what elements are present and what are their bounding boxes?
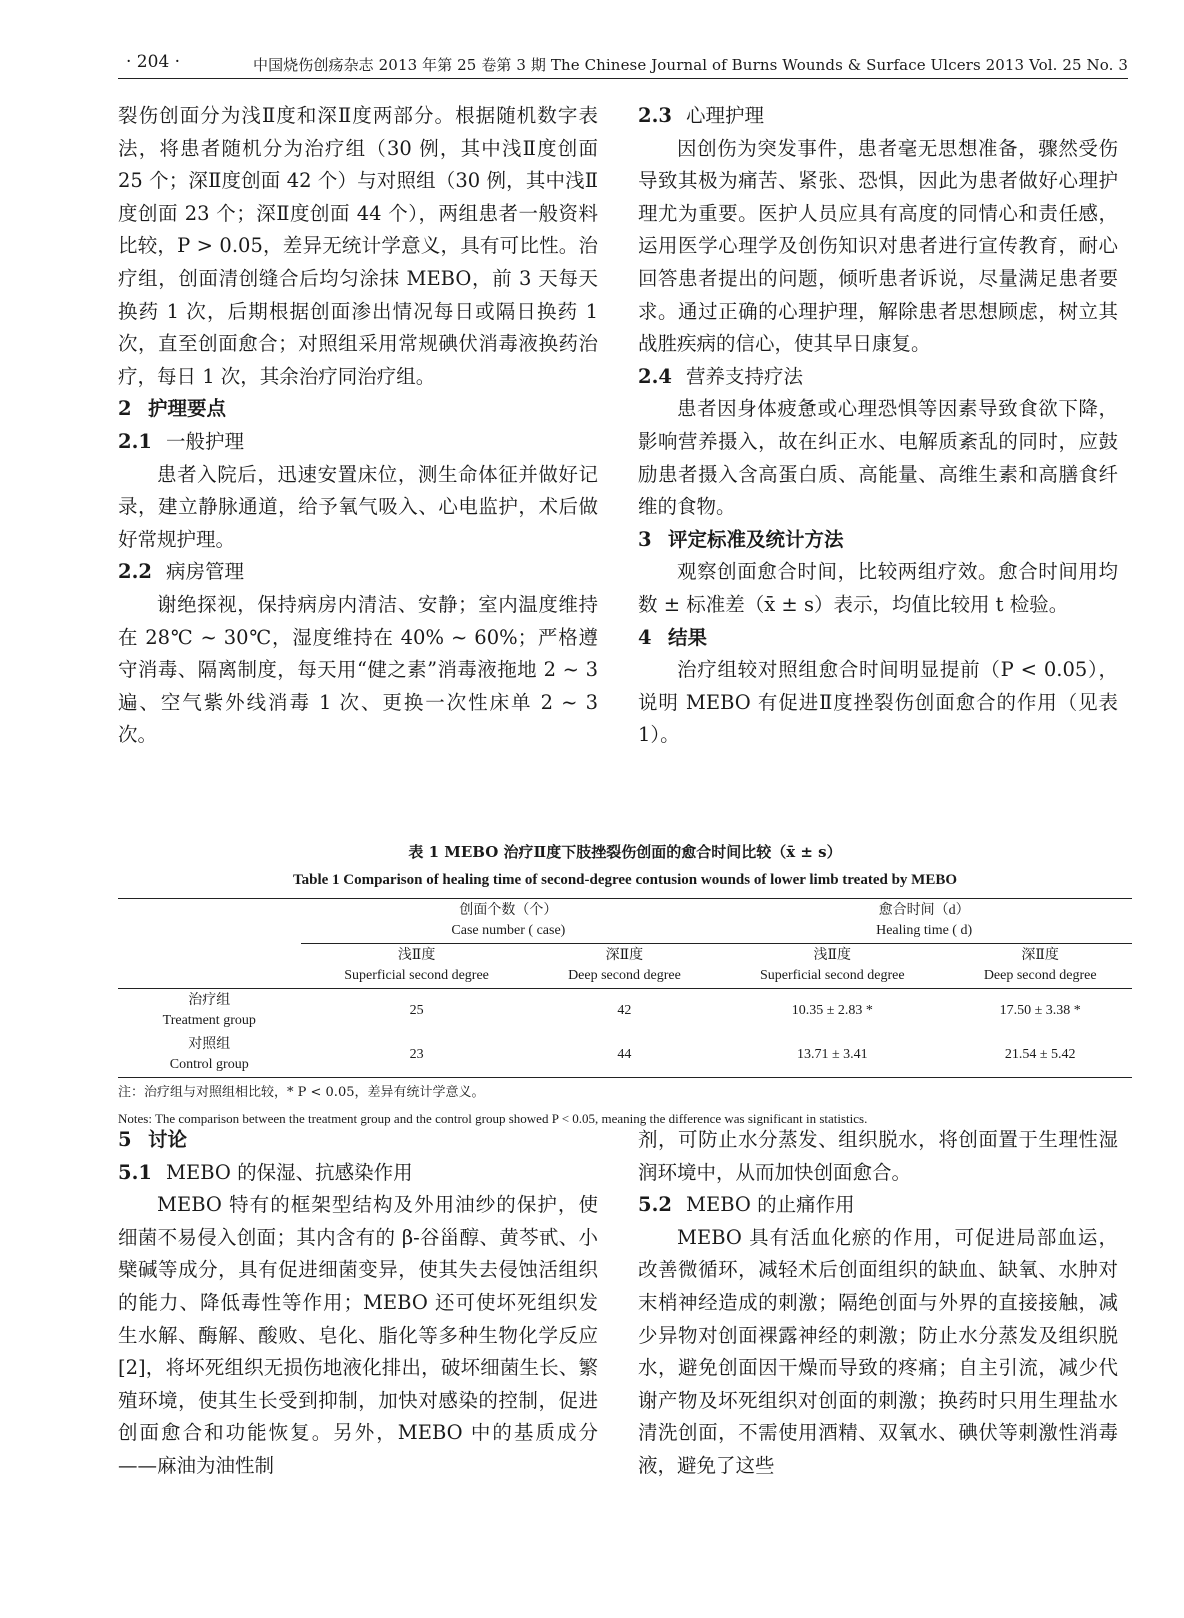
right-column-bottom (638, 1124, 1118, 1483)
section-2-4-heading: 2.4 营养支持疗法 (638, 364, 804, 388)
running-header (118, 50, 1128, 79)
table-row (118, 989, 1132, 1034)
group-header-healing: 愈合时间（d） Healing time ( d) (716, 899, 1132, 944)
journal-title: 中国烧伤创疡杂志 2013 年第 25 卷第 3 期 The Chinese Journal of Burns Wounds & Surface Ulcers 2013 Vol. 25 No. 3 (252, 56, 1128, 74)
left-column-top (118, 100, 598, 752)
table-caption-en: Table 1 Comparison of healing time of second-degree contusion wounds of lower limb treated by MEBO (292, 872, 958, 888)
row-label: 对照组 Control group (118, 1033, 301, 1078)
table-cell: 23 (301, 1033, 533, 1078)
section-5-2-heading: 5.2 MEBO 的止痛作用 (638, 1193, 855, 1217)
table-note-en: Notes: The comparison between the treatment group and the control group showed P < 0.05, meaning the difference was significant in statistics. (118, 1111, 868, 1126)
table-cell: 17.50 ± 3.38 * (999, 1003, 1081, 1018)
section-3-heading: 3 评定标准及统计方法 (638, 527, 844, 551)
col-header-case-superficial: 浅Ⅱ度 Superficial second degree (301, 944, 533, 989)
section-2-1-heading: 2.1 一般护理 (118, 429, 245, 453)
table-corner (118, 899, 301, 944)
healing-time-table (118, 898, 1132, 1078)
table-cell: 25 (409, 1003, 424, 1018)
section-4-text: 治疗组较对照组愈合时间明显提前（P < 0.05），说明 MEBO 有促进Ⅱ度挫裂伤创面愈合的作用（见表 1）。 (638, 658, 1118, 747)
section-5-1-heading: 5.1 MEBO 的保湿、抗感染作用 (118, 1160, 413, 1184)
section-2-2-text: 谢绝探视，保持病房内清洁、安静；室内温度维持在 28℃ ~ 30℃，湿度维持在 40% ~ 60%；严格遵守消毒、隔离制度，每天用“健之素”消毒液拖地 2 ~ 3 遍、空气紫外线消毒 1 次、更换一次性床单 2 ~ 3 次。 (118, 592, 598, 747)
group-header-case: 创面个数（个） Case number ( case) (301, 899, 717, 944)
section-2-1-text: 患者入院后，迅速安置床位，测生命体征并做好记录，建立静脉通道，给予氧气吸入、心电监护，术后做好常规护理。 (118, 462, 598, 551)
section-2-2-heading: 2.2 病房管理 (118, 560, 245, 584)
table-cell: 13.71 ± 3.41 (716, 1033, 948, 1078)
table-row (118, 1033, 1132, 1078)
section-5-heading: 5 讨论 (118, 1128, 188, 1151)
methods-paragraph: 裂伤创面分为浅Ⅱ度和深Ⅱ度两部分。根据随机数字表法，将患者随机分为治疗组（30 例，其中浅Ⅱ度创面 25 个；深Ⅱ度创面 42 个）与对照组（30 例，其中浅Ⅱ度创面 23 个；深Ⅱ度创面 44 个），两组患者一般资料比较，P > 0.05，差异无统计学意义，具有可比性。治疗组，创面清创缝合后均匀涂抹 MEBO，前 3 天每天换药 1 次，后期根据创面渗出情况每日或隔日换药 1 次，直至创面愈合；对照组采用常规碘伏消毒液换药治疗，每日 1 次，其余治疗同治疗组。 (118, 104, 598, 388)
section-2-heading: 2 护理要点 (118, 397, 227, 421)
section-2-4-text: 患者因身体疲惫或心理恐惧等因素导致食欲下降，影响营养摄入，故在纠正水、电解质紊乱的同时，应鼓励患者摄入含高蛋白质、高能量、高维生素和高膳食纤维的食物。 (638, 397, 1118, 519)
section-5-1-text: MEBO 特有的框架型结构及外用油纱的保护，使细菌不易侵入创面；其内含有的 β-谷甾醇、黄芩甙、小檗碱等成分，具有促进细菌变异，使其失去侵蚀活组织的能力、降低毒性等作用；MEBO 还可使坏死组织发生水解、酶解、酸败、皂化、脂化等多种生物化学反应[2]，将坏死组织无损伤地液化排出，破坏细菌生长、繁殖环境，使其生长受到抑制，加快对感染的控制，促进创面愈合和功能恢复。另外，MEBO 中的基质成分——麻油为油性制 (118, 1193, 598, 1477)
table-caption-cn: 表 1 MEBO 治疗Ⅱ度下肢挫裂伤创面的愈合时间比较（x̄ ± s） (408, 843, 842, 861)
page-number: · 204 · (126, 52, 181, 72)
table-cell: 44 (533, 1033, 717, 1078)
section-5-1-continuation: 剂，可防止水分蒸发、组织脱水，将创面置于生理性湿润环境中，从而加快创面愈合。 (638, 1128, 1118, 1184)
section-2-3-text: 因创伤为突发事件，患者毫无思想准备，骤然受伤导致其极为痛苦、紧张、恐惧，因此为患者做好心理护理尤为重要。医护人员应具有高度的同情心和责任感，运用医学心理学及创伤知识对患者进行宣传教育，耐心回答患者提出的问题，倾听患者诉说，尽量满足患者要求。通过正确的心理护理，解除患者思想顾虑，树立其战胜疾病的信心，使其早日康复。 (638, 136, 1118, 356)
col-header-case-deep: 深Ⅱ度 Deep second degree (533, 944, 717, 989)
section-4-heading: 4 结果 (638, 625, 708, 649)
table-note-cn: 注：治疗组与对照组相比较，* P < 0.05，差异有统计学意义。 (118, 1085, 485, 1100)
row-label: 治疗组 Treatment group (162, 993, 256, 1028)
right-column-top (638, 100, 1118, 752)
left-column-bottom (118, 1124, 598, 1483)
table-cell: 10.35 ± 2.83 * (791, 1003, 873, 1018)
col-header-heal-superficial: 浅Ⅱ度 Superficial second degree (716, 944, 948, 989)
table-1 (118, 838, 1132, 1130)
col-header-heal-deep: 深Ⅱ度 Deep second degree (948, 944, 1132, 989)
table-cell: 42 (617, 1003, 632, 1018)
table-cell: 21.54 ± 5.42 (948, 1033, 1132, 1078)
section-5-2-text: MEBO 具有活血化瘀的作用，可促进局部血运，改善微循环，减轻术后创面组织的缺血、缺氧、水肿对末梢神经造成的刺激；隔绝创面与外界的直接接触，减少异物对创面裸露神经的刺激；防止水分蒸发及组织脱水，避免创面因干燥而导致的疼痛；自主引流，减少代谢产物及坏死组织对创面的刺激；换药时只用生理盐水清洗创面，不需使用酒精、双氧水、碘伏等刺激性消毒液，避免了这些 (638, 1225, 1118, 1477)
section-2-3-heading: 2.3 心理护理 (638, 104, 765, 127)
section-3-text: 观察创面愈合时间，比较两组疗效。愈合时间用均数 ± 标准差（x̄ ± s）表示，均值比较用 t 检验。 (638, 560, 1118, 616)
